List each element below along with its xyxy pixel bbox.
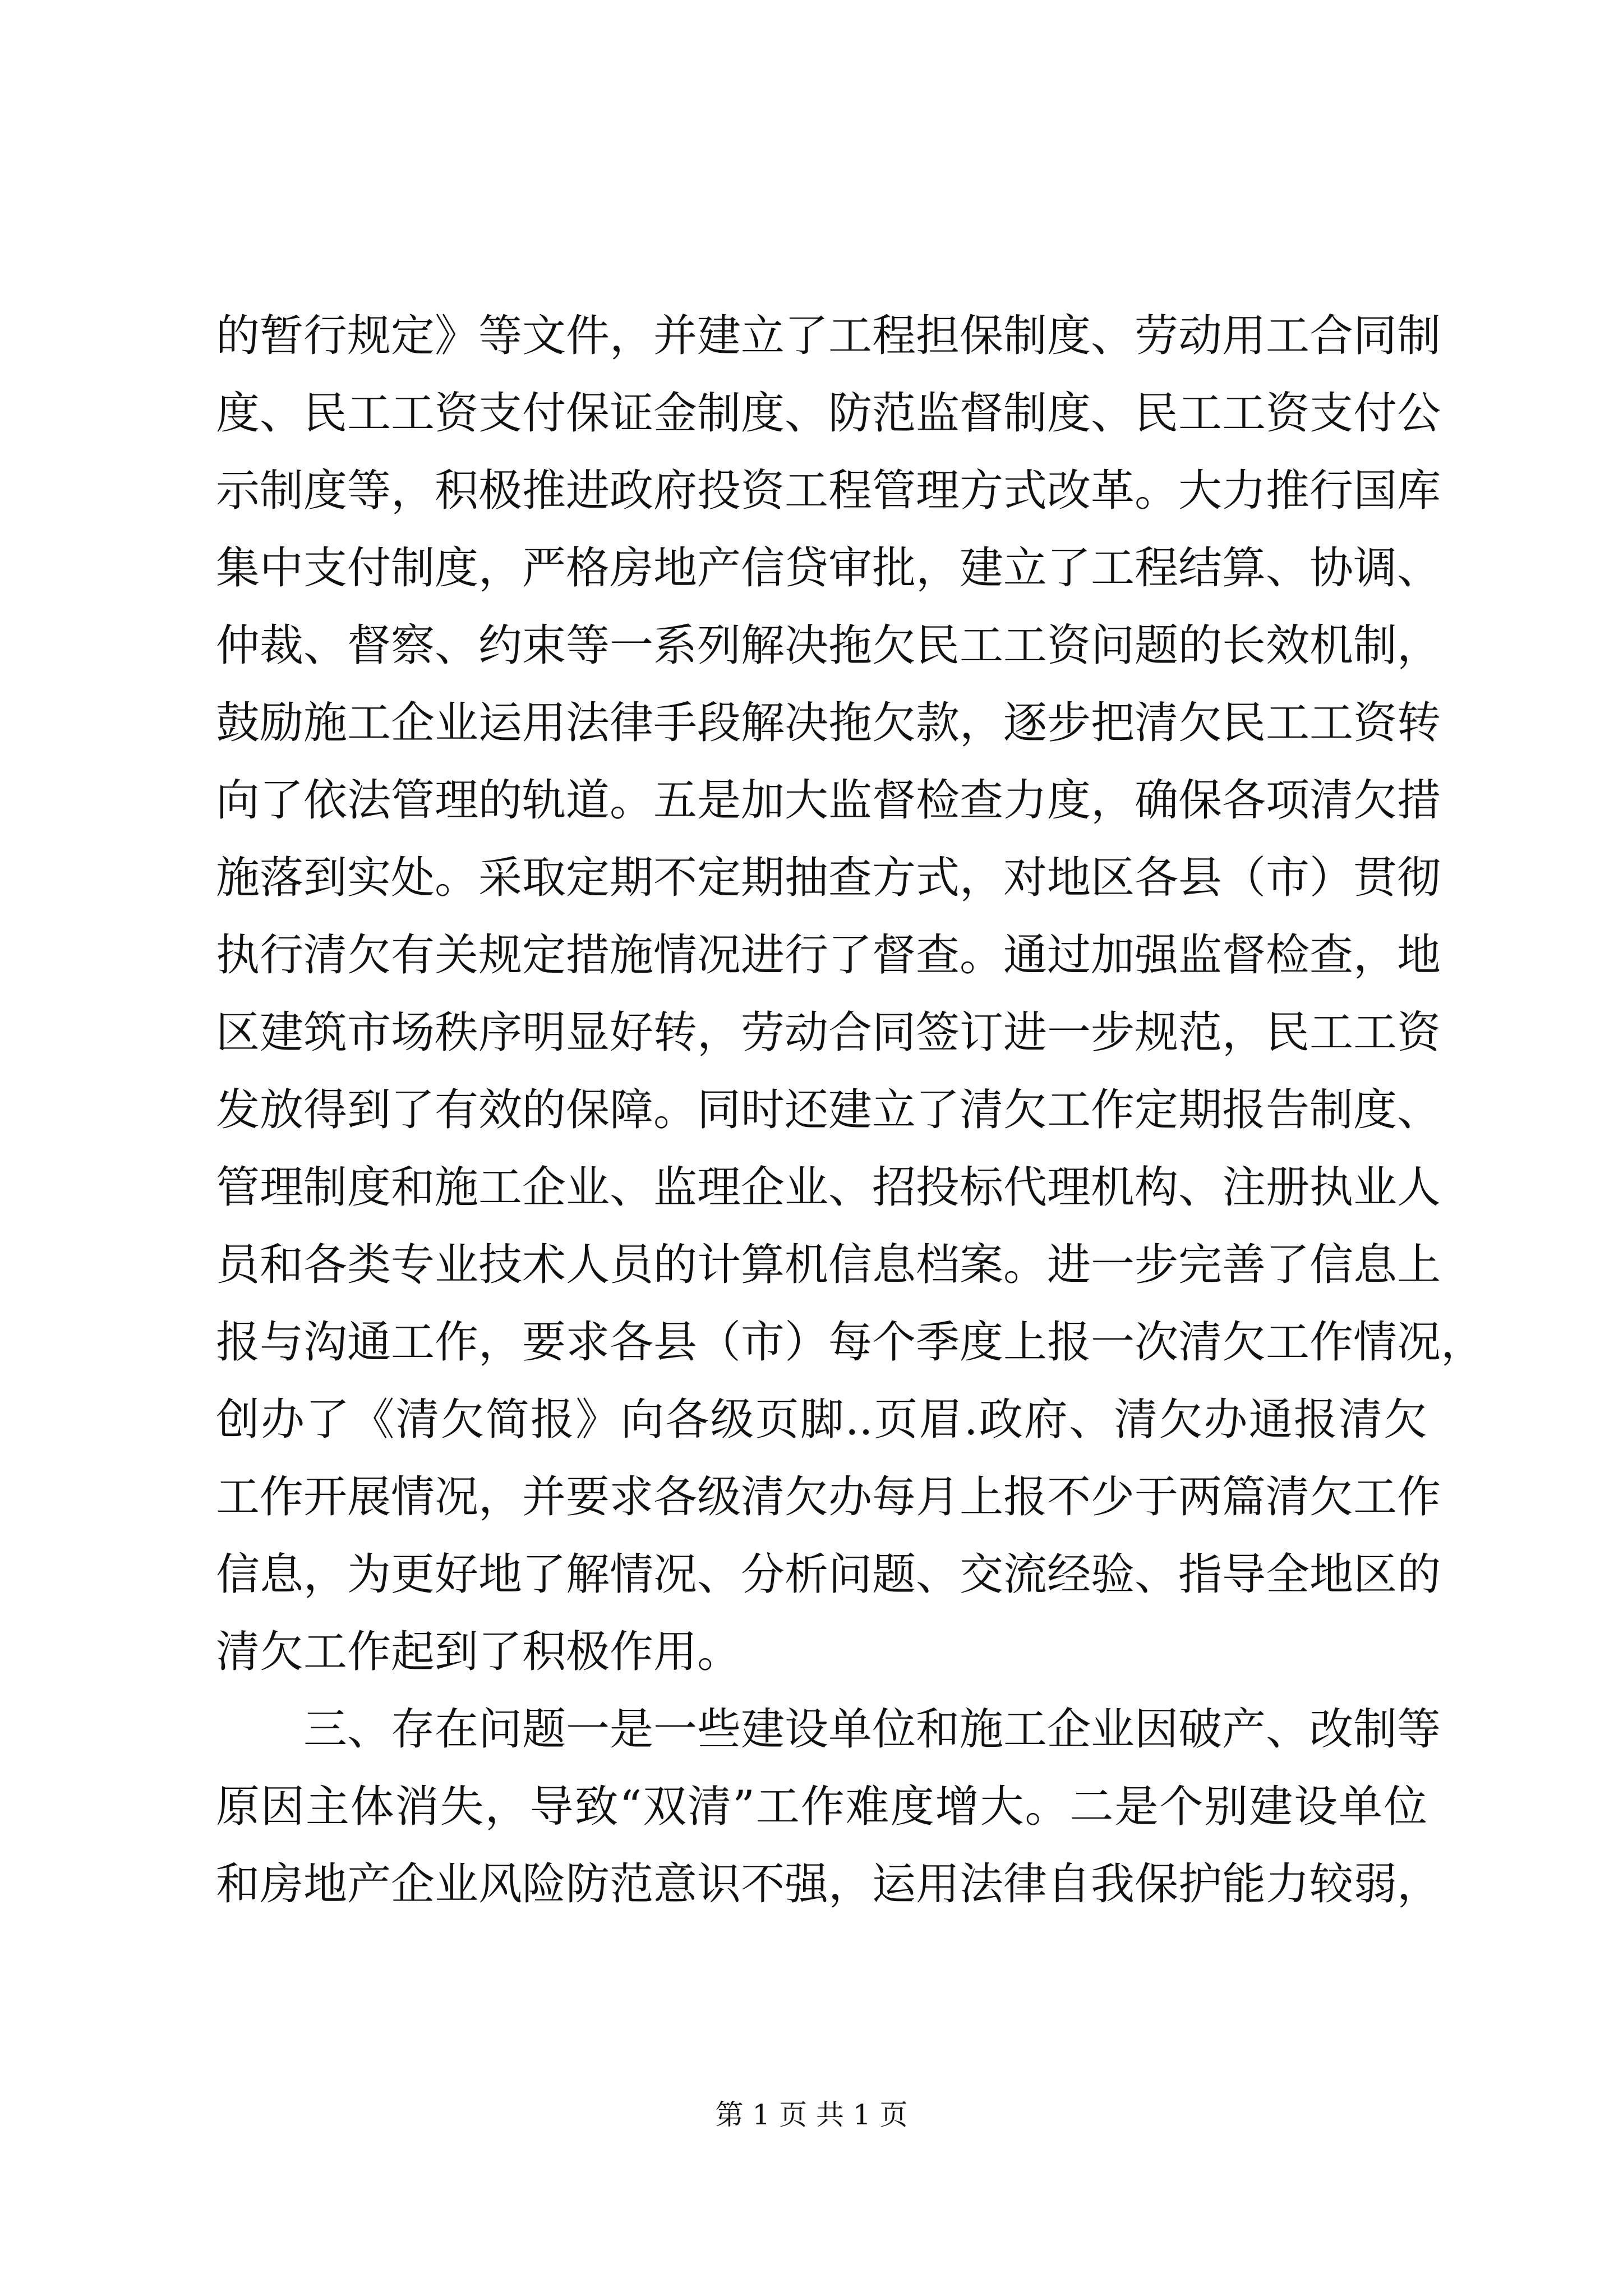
text-line: 原因主体消失，导致“双清”工作难度增大。二是个别建设单位 bbox=[216, 1782, 1427, 1832]
text-line: 信息，为更好地了解情况、分析问题、交流经验、指导全地区的 bbox=[216, 1549, 1441, 1600]
text-line: 施落到实处。采取定期不定期抽查方式，对地区各县（市）贯彻 bbox=[216, 853, 1441, 903]
text-line: 员和各类专业技术人员的计算机信息档案。进一步完善了信息上 bbox=[216, 1240, 1441, 1290]
text-line: 管理制度和施工企业、监理企业、招投标代理机构、注册执业人 bbox=[216, 1162, 1441, 1213]
text-line: 鼓励施工企业运用法律手段解决拖欠款，逐步把清欠民工工资转 bbox=[216, 698, 1441, 748]
text-line: 执行清欠有关规定措施情况进行了督查。通过加强监督检查，地 bbox=[216, 930, 1441, 981]
text-line: 发放得到了有效的保障。同时还建立了清欠工作定期报告制度、 bbox=[216, 1085, 1441, 1135]
text-line: 示制度等，积极推进政府投资工程管理方式改革。大力推行国库 bbox=[216, 466, 1441, 516]
text-line-paragraph-start: 三、存在问题一是一些建设单位和施工企业因破产、改制等 bbox=[303, 1704, 1441, 1755]
text-line: 的暂行规定》等文件，并建立了工程担保制度、劳动用工合同制 bbox=[216, 311, 1441, 361]
text-line: 和房地产企业风险防范意识不强，运用法律自我保护能力较弱， bbox=[216, 1859, 1441, 1910]
text-line: 报与沟通工作，要求各县（市）每个季度上报一次清欠工作情况， bbox=[216, 1317, 1485, 1368]
text-line: 集中支付制度，严格房地产信贷审批，建立了工程结算、协调、 bbox=[216, 543, 1441, 593]
text-line: 工作开展情况，并要求各级清欠办每月上报不少于两篇清欠工作 bbox=[216, 1472, 1441, 1522]
text-line-paragraph-end: 清欠工作起到了积极作用。 bbox=[216, 1627, 741, 1677]
document-body bbox=[216, 297, 1485, 1923]
text-line: 区建筑市场秩序明显好转，劳动合同签订进一步规范，民工工资 bbox=[216, 1007, 1441, 1058]
text-line: 仲裁、督察、约束等一系列解决拖欠民工工资问题的长效机制， bbox=[216, 620, 1441, 671]
text-line: 度、民工工资支付保证金制度、防范监督制度、民工工资支付公 bbox=[216, 388, 1441, 439]
text-line: 向了依法管理的轨道。五是加大监督检查力度，确保各项清欠措 bbox=[216, 775, 1441, 826]
page-footer bbox=[0, 2098, 1623, 2132]
text-line: 创办了《清欠简报》向各级页脚..页眉.政府、清欠办通报清欠 bbox=[216, 1395, 1427, 1445]
page-number-label: 第 1 页 共 1 页 bbox=[715, 2099, 908, 2131]
